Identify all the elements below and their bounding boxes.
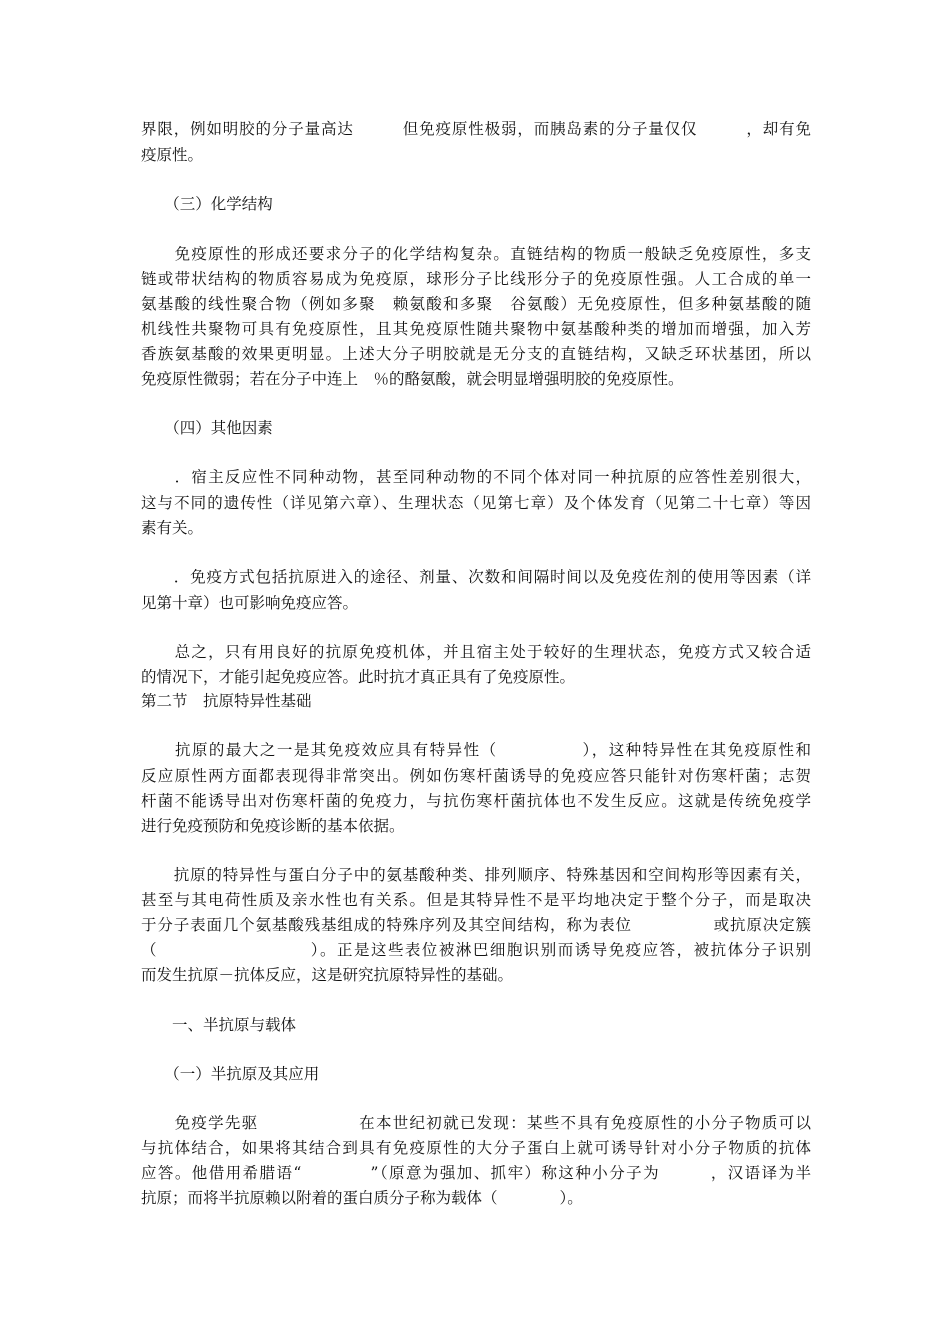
text-line: 香族氨基酸的效果更明显。上述大分子明胶就是无分支的直链结构，又缺乏环状基团，所以 [141, 345, 811, 363]
text-line: 于分子表面几个氨基酸残基组成的特殊序列及其空间结构，称为表位 或抗原决定簇 [141, 916, 811, 934]
text-line: 应答。他借用希腊语“ ”（原意为强加、抓牢）称这种小分子为 ，汉语译为半 [141, 1164, 811, 1182]
text-line: 抗原；而将半抗原赖以附着的蛋白质分子称为载体（ ）。 [141, 1189, 583, 1207]
text-line: 见第十章）也可影响免疫应答。 [141, 594, 359, 612]
text-line: 免疫原性微弱；若在分子中连上 ％的酪氨酸，就会明显增强明胶的免疫原性。 [141, 370, 684, 388]
text-line: 的情况下，才能引起免疫应答。此时抗才真正具有了免疫原性。 [141, 668, 576, 686]
text-line: 免疫学先驱 在本世纪初就已发现：某些不具有免疫原性的小分子物质可以 [141, 1114, 811, 1132]
text-line: 氨基酸的线性聚合物（例如多聚 赖氨酸和多聚 谷氨酸）无免疫原性，但多种氨基酸的随 [141, 295, 811, 313]
text-line: 机线性共聚物可具有免疫原性，且其免疫原性随共聚物中氨基酸种类的增加而增强，加入芳 [141, 320, 811, 338]
chapter-section-title: 第二节 抗原特异性基础 [141, 692, 312, 710]
text-line: （ ）。正是这些表位被淋巴细胞识别而诱导免疫应答，被抗体分子识别 [141, 941, 811, 959]
text-line: 链或带状结构的物质容易成为免疫原，球形分子比线形分子的免疫原性强。人工合成的单一 [141, 270, 811, 288]
section-heading: （一）半抗原及其应用 [141, 1065, 320, 1083]
section-heading: 一、半抗原与载体 [141, 1016, 297, 1034]
section-heading: （三）化学结构 [141, 195, 273, 213]
text-line: 免疫原性的形成还要求分子的化学结构复杂。直链结构的物质一般缺乏免疫原性，多支 [141, 245, 811, 263]
text-line: 而发生抗原－抗体反应，这是研究抗原特异性的基础。 [141, 966, 514, 984]
text-line: 素有关。 [141, 519, 204, 537]
text-line: ．免疫方式包括抗原进入的途径、剂量、次数和间隔时间以及免疫佐剂的使用等因素（详 [141, 568, 811, 586]
text-line: 甚至与其电荷性质及亲水性也有关系。但是其特异性不是平均地决定于整个分子，而是取决 [141, 891, 811, 909]
text-line: 总之，只有用良好的抗原免疫机体，并且宿主处于较好的生理状态，免疫方式又较合适 [141, 643, 811, 661]
text-line: 与抗体结合，如果将其结合到具有免疫原性的大分子蛋白上就可诱导针对小分子物质的抗体 [141, 1139, 811, 1157]
text-line: 界限，例如明胶的分子量高达 但免疫原性极弱，而胰岛素的分子量仅仅 ，却有免 [141, 120, 811, 138]
text-line: ．宿主反应性不同种动物，甚至同种动物的不同个体对同一种抗原的应答性差别很大， [141, 468, 811, 486]
text-line: 疫原性。 [141, 146, 204, 164]
text-line: 抗原的特异性与蛋白分子中的氨基酸种类、排列顺序、特殊基因和空间构形等因素有关， [141, 866, 811, 884]
text-line: 这与不同的遗传性（详见第六章）、生理状态（见第七章）及个体发育（见第二十七章）等因 [141, 494, 811, 512]
text-line: 抗原的最大之一是其免疫效应具有特异性（ ），这种特异性在其免疫原性和 [141, 741, 811, 759]
text-line: 进行免疫预防和免疫诊断的基本依据。 [141, 817, 405, 835]
text-line: 杆菌不能诱导出对伤寒杆菌的免疫力，与抗伤寒杆菌抗体也不发生反应。这就是传统免疫学 [141, 792, 811, 810]
section-heading: （四）其他因素 [141, 419, 273, 437]
text-line: 反应原性两方面都表现得非常突出。例如伤寒杆菌诱导的免疫应答只能针对伤寒杆菌；志贺 [141, 767, 811, 785]
